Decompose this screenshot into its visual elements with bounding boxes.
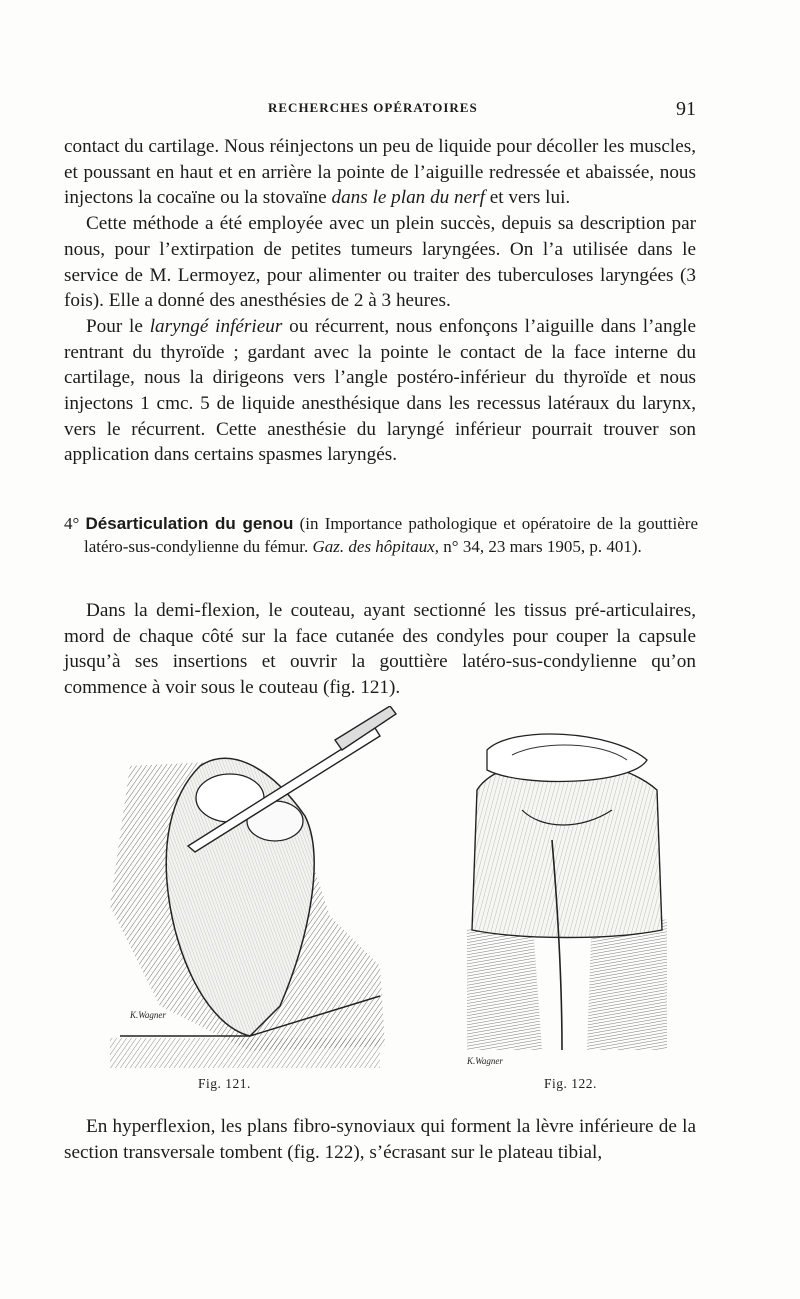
paragraph-1-end: et vers lui. bbox=[484, 187, 571, 209]
paragraph-2: Cette méthode a été employée avec un plein succès, depuis sa description par nous, pour l’extirpation de petites tumeurs laryngées. On l’a utilisée dans le service de M. Lermoyez, pour alimenter ou traiter des tuberculoses laryngées (3 fois). Elle a donné des anesthésies de 2 à 3 heures. bbox=[64, 213, 696, 312]
paragraph-figure-intro: Dans la demi-flexion, le couteau, ayant sectionné les tissus pré-articulaires, mord de chaque côté sur la face cutanée des condyles pour couper la capsule jusqu’à ses insertions et ouvrir la gouttière latéro-sus-condylienne qu’on commence à voir sous le couteau (fig. 121). bbox=[64, 600, 696, 699]
running-title: RECHERCHES OPÉRATOIRES bbox=[268, 100, 478, 115]
figure-122-caption: Fig. 122. bbox=[544, 1076, 597, 1091]
text-block-figure-intro bbox=[64, 598, 696, 701]
paragraph-3-emphasis: laryngé inférieur bbox=[149, 315, 283, 337]
text-block-top bbox=[64, 134, 696, 468]
paragraph-3-start: Pour le bbox=[86, 315, 150, 337]
bibliographic-reference bbox=[64, 512, 698, 558]
figure-122-engraver-signature: K.Wagner bbox=[467, 1056, 503, 1066]
reference-text-b: n° 34, 23 mars 1905, p. 401). bbox=[439, 537, 642, 556]
reference-title: Désarticulation du genou bbox=[85, 514, 294, 533]
page-number: 91 bbox=[676, 98, 696, 120]
reference-text-a: (in Importance pathologique et opératoire de la gouttière latéro-sus-condylienne du fémur. bbox=[84, 514, 698, 556]
text-block-bottom bbox=[64, 1114, 696, 1165]
paragraph-3 bbox=[64, 314, 696, 468]
reference-number: 4° bbox=[64, 514, 80, 533]
paragraph-1-start: contact du cartilage. Nous réinjectons un peu de liquide pour décoller les muscles, et poussant en haut et en arrière la pointe de l’aiguille redressée et abaissée, nous injectons la cocaïne ou la stovaïne bbox=[64, 136, 696, 209]
paragraph-1 bbox=[64, 134, 696, 211]
figure-121-caption: Fig. 121. bbox=[198, 1076, 251, 1091]
figure-121-engraver-signature: K.Wagner bbox=[130, 1010, 166, 1020]
paragraph-last: En hyperflexion, les plans fibro-synoviaux qui forment la lèvre inférieure de la section transversale tombent (fig. 122), s’écrasant sur le plateau tibial, bbox=[64, 1116, 696, 1163]
figure-122-illustration bbox=[462, 730, 672, 1070]
figure-121-illustration bbox=[100, 706, 400, 1072]
reference-journal: Gaz. des hôpitaux, bbox=[312, 537, 440, 556]
paragraph-3-end: ou récurrent, nous enfonçons l’aiguille dans l’angle rentrant du thyroïde ; gardant avec la pointe le contact de la face interne du cartilage, nous la dirigeons vers l’angle postéro-inférieur du thyroïde et nous injectons 1 cmc. 5 de liquide anesthésique dans les recessus latéraux du larynx, vers le récurrent. Cette anesthésie du laryngé inférieur pourrait trouver son application dans certains spasmes laryngés. bbox=[64, 315, 696, 466]
paragraph-1-emphasis: dans le plan du nerf bbox=[331, 187, 485, 209]
